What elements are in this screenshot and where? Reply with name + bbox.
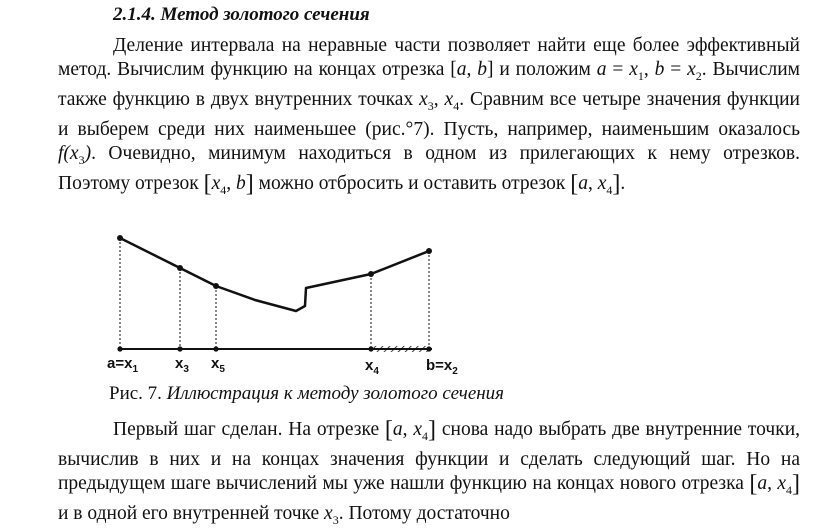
axis-label-a: $a=x_1$ <box>107 355 139 375</box>
text-run: и положим <box>493 59 597 80</box>
curve-point-a <box>117 235 123 241</box>
function-curve <box>120 238 429 311</box>
sub-4: 4 <box>606 182 613 197</box>
bracket-close: ] <box>428 417 437 443</box>
text-run: . Вычислим также функцию в двух внутренних точках <box>58 59 801 110</box>
caption-title: Иллюстрация к методу золотого сечения <box>166 383 505 404</box>
bracket-close: ] <box>245 170 254 197</box>
var-a: a <box>456 59 467 80</box>
axis-point-x3 <box>177 346 182 351</box>
curve-point-b <box>426 248 432 254</box>
var-x1: x <box>629 59 638 80</box>
bracket-open: [ <box>450 59 457 80</box>
axis-label-x3: $x_3$ <box>175 355 189 375</box>
var-a: a <box>392 419 403 440</box>
curve-point-x3 <box>177 265 183 271</box>
equals: = <box>664 59 688 80</box>
var-x4: x <box>444 88 454 110</box>
curve-point-x5 <box>213 283 219 289</box>
caption-prefix: Рис. 7. <box>109 383 167 404</box>
comma: , <box>643 59 655 80</box>
comma: , <box>588 172 598 194</box>
var-a: a <box>757 472 768 494</box>
section-heading: 2.1.4. Метод золотого сечения <box>113 4 370 25</box>
sub-3: 3 <box>332 512 339 527</box>
sub-4: 4 <box>786 482 792 497</box>
comma: , <box>767 472 778 494</box>
var-x3: x <box>419 88 428 110</box>
bracket-open: [ <box>749 470 758 497</box>
sub-4: 4 <box>453 98 460 113</box>
axis-point-x4 <box>368 346 373 351</box>
sub-3: 3 <box>427 98 434 113</box>
curve-point-x4 <box>368 271 374 277</box>
text-run: . <box>620 172 626 194</box>
var-x4: x <box>413 419 423 440</box>
var-x4: x <box>777 472 786 494</box>
text-run: Деление интервала на неравные части позволяет найти еще более эффективный метод. Вычислим функцию на концах отрезка <box>58 35 800 80</box>
paragraph-next-step <box>58 418 800 532</box>
sub-3: 3 <box>78 152 85 167</box>
text-run: снова надо выбрать две внутренние точки, вычислив в них и на концах значения функции и сделать следующий шаг. Но на предыдущем шаге вычислений мы уже нашли функцию на концах нового отрезка <box>58 419 801 494</box>
text-run: . Очевидно, минимум находиться в одном из прилегающих к нему отрезков. Поэтому отрезок <box>58 142 800 194</box>
var-b: b <box>654 59 665 80</box>
sub-2: 2 <box>695 68 702 83</box>
var-x3: x <box>324 502 333 524</box>
bracket-close: ] <box>792 470 800 497</box>
axis-point-b <box>426 346 431 351</box>
bracket-close: ] <box>487 59 494 80</box>
paren-close: ) <box>84 142 92 164</box>
equals: = <box>606 59 630 80</box>
text-run: . Сравним все четыре значения функции и выберем среди них наименьшее (рис.°7). Пусть, например, наименьшим оказалось <box>58 88 800 140</box>
var-x2: x <box>687 59 696 80</box>
bracket-close: ] <box>612 170 621 197</box>
bracket-open: [ <box>570 170 579 197</box>
axis-label-x5: $x_5$ <box>211 355 225 375</box>
var-a: a <box>596 59 607 80</box>
sub-4: 4 <box>220 182 227 197</box>
text-run: и в одной его внутренней точке <box>58 502 325 524</box>
sub-1: 1 <box>637 68 644 83</box>
bracket-open: [ <box>384 417 393 443</box>
discarded-segment-hatch <box>371 346 429 352</box>
func-f: f(x <box>58 142 79 164</box>
comma: , <box>433 88 445 110</box>
var-x4: x <box>597 172 607 194</box>
axis-point-x5 <box>213 346 218 351</box>
axis-label-x4: $x_4$ <box>365 357 379 377</box>
var-x4: x <box>211 172 221 194</box>
text-run: Первый шаг сделан. На отрезке <box>113 419 385 440</box>
sub-4: 4 <box>422 428 429 443</box>
figure-caption <box>109 383 504 405</box>
comma: , <box>226 172 237 194</box>
text-run: можно отбросить и оставить отрезок <box>253 172 571 194</box>
bracket-open: [ <box>203 170 212 197</box>
text-run: . Потому достаточно <box>338 502 510 524</box>
var-b: b <box>236 172 246 194</box>
axis-point-a <box>117 346 122 351</box>
var-a: a <box>578 172 588 194</box>
comma: , <box>402 419 414 440</box>
axis-label-b: $b=x_2$ <box>426 357 458 377</box>
var-b: b <box>477 59 487 80</box>
comma: , <box>466 59 478 80</box>
